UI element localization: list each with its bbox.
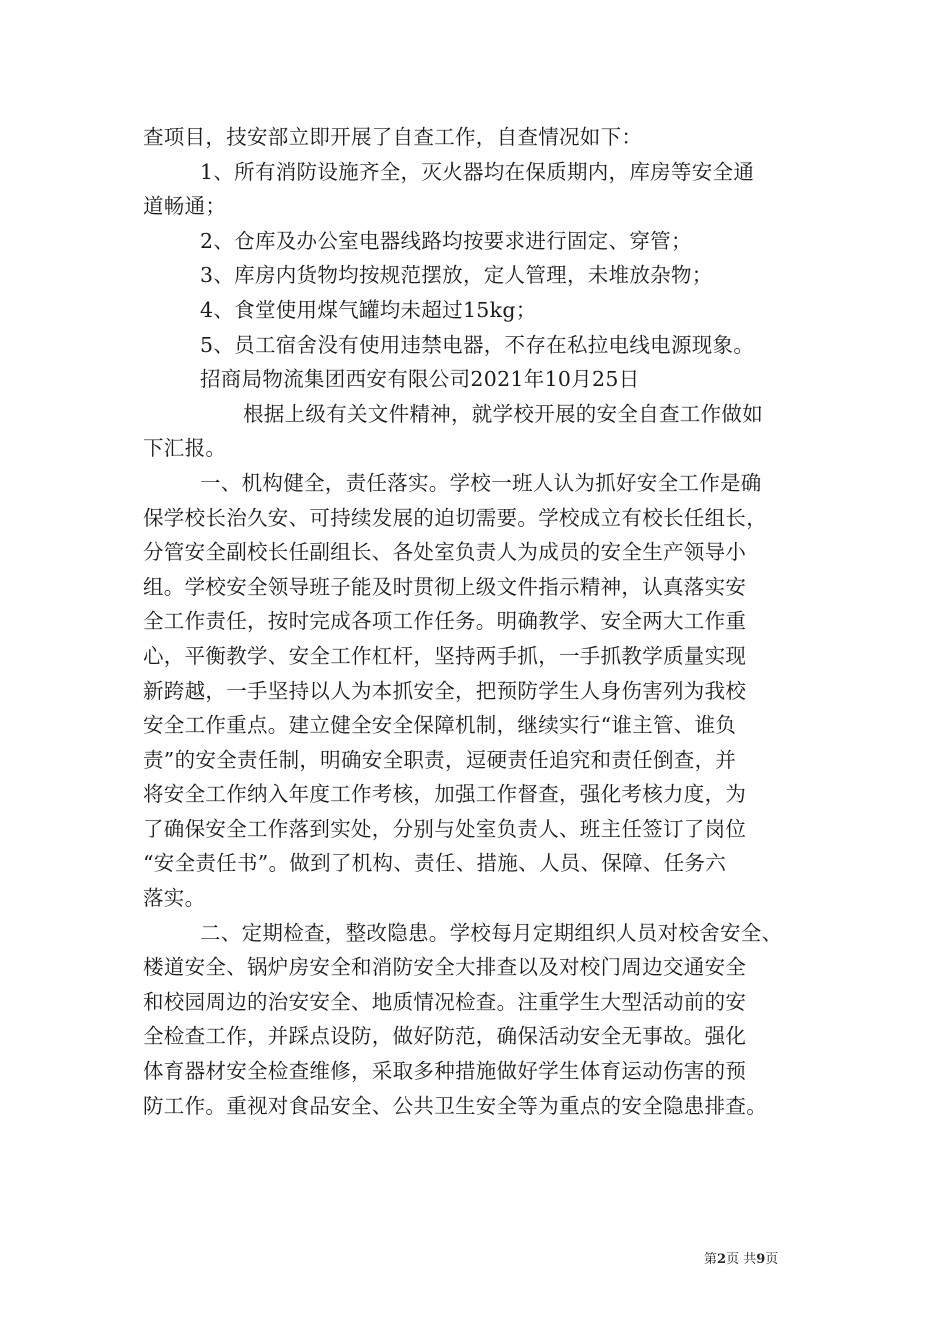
text-line: 2、仓库及办公室电器线路均按要求进行固定、穿管；: [200, 228, 692, 253]
text-line: 根据上级有关文件精神，就学校开展的安全自查工作做如: [243, 401, 763, 426]
text-line: 了确保安全工作落到实处，分别与处室负责人、班主任签订了岗位: [143, 816, 747, 841]
page-footer: [704, 1248, 778, 1267]
text-line: 和校园周边的治安安全、地质情况检查。注重学生大型活动前的安: [143, 989, 747, 1014]
text-line: 一、机构健全，责任落实。学校一班人认为抓好安全工作是确: [200, 470, 762, 495]
text-line: 查项目，技安部立即开展了自查工作，自查情况如下：: [143, 125, 643, 149]
footer-suffix: 页: [765, 1252, 779, 1267]
text-line: 将安全工作纳入年度工作考核，加强工作督查，强化考核力度，为: [143, 782, 747, 807]
text-line: 3、库房内货物均按规范摆放，定人管理，未堆放杂物；: [200, 263, 713, 288]
text-line: 全工作责任，按时完成各项工作任务。明确教学、安全两大工作重: [143, 609, 747, 634]
text-line: 安全工作重点。建立健全安全保障机制，继续实行“谁主管、谁负: [143, 713, 737, 738]
text-line: 4、食堂使用煤气罐均未超过15kg；: [200, 297, 537, 322]
text-line: 楼道安全、锅炉房安全和消防安全大排查以及对校门周边交通安全: [143, 955, 747, 980]
text-line: 道畅通；: [143, 194, 227, 219]
text-line: 组。学校安全领导班子能及时贯彻上级文件指示精神，认真落实安: [143, 574, 747, 599]
text-line: 招商局物流集团西安有限公司2021年10月25日: [200, 367, 640, 392]
text-line: 5、员工宿舍没有使用违禁电器，不存在私拉电线电源现象。: [200, 332, 755, 357]
text-line: 1、所有消防设施齐全，灭火器均在保质期内，库房等安全通: [200, 159, 755, 184]
footer-middle: 页 共: [726, 1252, 757, 1267]
text-line: “安全责任书”。做到了机构、责任、措施、人员、保障、任务六: [143, 851, 727, 876]
current-page-number: 2: [717, 1252, 727, 1267]
text-line: 全检查工作，并踩点设防，做好防范，确保活动安全无事故。强化: [143, 1024, 747, 1049]
text-line: 二、定期检查，整改隐患。学校每月定期组织人员对校舍安全、: [200, 920, 783, 945]
text-line: 下汇报。: [143, 436, 227, 461]
text-line: 保学校长治久安、可持续发展的迫切需要。学校成立有校长任组长，: [143, 505, 767, 530]
text-line: 落实。: [143, 886, 206, 911]
text-line: 分管安全副校长任副组长、各处室负责人为成员的安全生产领导小: [143, 540, 747, 565]
total-pages-number: 9: [756, 1252, 766, 1267]
text-line: 防工作。重视对食品安全、公共卫生安全等为重点的安全隐患排查。: [143, 1093, 767, 1118]
text-line: 新跨越，一手坚持以人为本抓安全，把预防学生人身伤害列为我校: [143, 678, 747, 703]
footer-prefix: 第: [704, 1252, 718, 1267]
text-line: 心，平衡教学、安全工作杠杆，坚持两手抓，一手抓教学质量实现: [143, 643, 747, 668]
document-body: [143, 120, 823, 1123]
text-line: 责”的安全责任制，明确安全职责，逗硬责任追究和责任倒查，并: [143, 747, 737, 772]
text-line: 体育器材安全检查维修，采取多种措施做好学生体育运动伤害的预: [143, 1059, 747, 1084]
